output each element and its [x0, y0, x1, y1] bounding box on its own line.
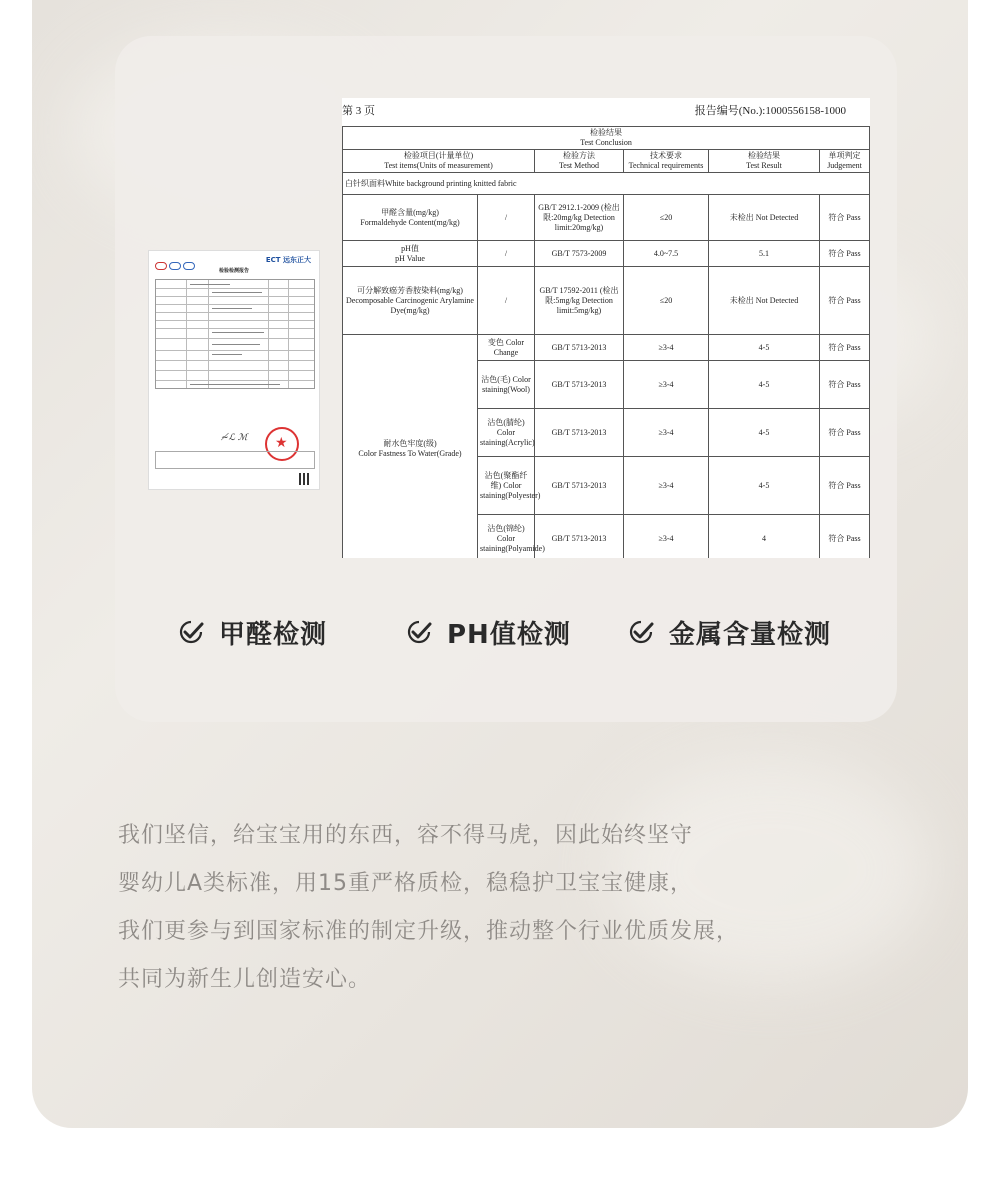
requirement-cell: ≥3-4: [624, 361, 709, 409]
table-title-row: [343, 127, 870, 150]
item-cn: 耐水色牢度(级): [383, 438, 437, 448]
check-item: [405, 612, 571, 652]
requirement-cell: ≥3-4: [624, 335, 709, 361]
paragraph-line: 我们坚信，给宝宝用的东西，容不得马虎，因此始终坚守: [118, 823, 694, 848]
test-results-table: [342, 126, 870, 558]
requirement-cell: ≥3-4: [624, 409, 709, 457]
sub-item: 沾色(锦纶) Color staining(Polyamide): [478, 515, 535, 559]
method-cell: GB/T 5713-2013: [535, 457, 624, 515]
header-cell: 检验结果: [748, 151, 780, 160]
result-cell: 未检出 Not Detected: [709, 267, 820, 335]
judgement-cell: 符合 Pass: [820, 457, 870, 515]
fabric-row: [343, 173, 870, 195]
thumbnail-footer-table: [155, 451, 315, 469]
method-cell: GB/T 5713-2013: [535, 361, 624, 409]
feature-checks: [115, 612, 897, 652]
sub-item: 沾色(腈纶) Color staining(Acrylic): [478, 409, 535, 457]
method-cell: GB/T 5713-2013: [535, 515, 624, 559]
test-report-page: [342, 98, 870, 558]
qr-code-icon: [299, 473, 311, 485]
header-cell: 检验方法: [563, 151, 595, 160]
table-row: [343, 267, 870, 335]
method-cell: GB/T 5713-2013: [535, 409, 624, 457]
item-en: Decomposable Carcinogenic Arylamine Dye(mg/kg): [346, 295, 474, 315]
thumbnail-table: [155, 279, 315, 389]
header-cell: 检验项目(计量单位): [403, 151, 474, 160]
item-en: pH Value: [395, 253, 425, 263]
judgement-cell: 符合 Pass: [820, 361, 870, 409]
result-cell: 4-5: [709, 409, 820, 457]
item-en: Formaldehyde Content(mg/kg): [360, 217, 460, 227]
judgement-cell: 符合 Pass: [820, 515, 870, 559]
check-badge-icon: [177, 618, 205, 646]
requirement-cell: ≥3-4: [624, 515, 709, 559]
check-label: PH值检测: [447, 619, 571, 650]
signature-image: ≁ℒ ℳ: [221, 433, 248, 443]
header-cell: 单项判定: [828, 151, 861, 160]
table-row: [343, 241, 870, 267]
header-cell: 技术要求: [650, 151, 682, 160]
judgement-cell: 符合 Pass: [820, 195, 870, 241]
item-en: Color Fastness To Water(Grade): [358, 448, 462, 458]
page-number: 第 3 页: [342, 105, 375, 117]
method-cell: GB/T 2912.1-2009 (检出限:20mg/kg Detection limit:20mg/kg): [535, 195, 624, 241]
result-cell: 5.1: [709, 241, 820, 267]
result-cell: 4-5: [709, 335, 820, 361]
judgement-cell: 符合 Pass: [820, 409, 870, 457]
sub-item: /: [478, 267, 535, 335]
method-cell: GB/T 5713-2013: [535, 335, 624, 361]
fabric-label: 白针织面料White background printing knitted fabric: [343, 173, 870, 195]
header-cell: Judgement: [827, 161, 862, 170]
thumbnail-title: 检验检测报告: [218, 268, 249, 274]
paragraph-line: 共同为新生儿创造安心。: [118, 967, 372, 992]
sub-item: /: [478, 241, 535, 267]
item-cn: pH值: [401, 243, 419, 253]
paragraph-line: 婴幼儿A类标准，用15重严格质检，稳稳护卫宝宝健康，: [118, 871, 694, 896]
result-cell: 4: [709, 515, 820, 559]
result-cell: 4-5: [709, 457, 820, 515]
judgement-cell: 符合 Pass: [820, 267, 870, 335]
judgement-cell: 符合 Pass: [820, 241, 870, 267]
requirement-cell: ≤20: [624, 267, 709, 335]
header-cell: Technical requirements: [628, 161, 704, 170]
result-cell: 4-5: [709, 361, 820, 409]
judgement-cell: 符合 Pass: [820, 335, 870, 361]
sub-item: /: [478, 195, 535, 241]
requirement-cell: ≤20: [624, 195, 709, 241]
paragraph-line: 我们更参与到国家标准的制定升级，推动整个行业优质发展，: [118, 919, 740, 944]
check-badge-icon: [405, 618, 433, 646]
sub-item: 变色 Color Change: [478, 335, 535, 361]
result-cell: 未检出 Not Detected: [709, 195, 820, 241]
ect-logo: ECT 远东正大: [265, 256, 311, 264]
item-cn: 可分解致癌芳香胺染料(mg/kg): [357, 285, 463, 295]
check-label: 甲醛检测: [219, 619, 328, 650]
table-row: [343, 335, 870, 361]
check-item: [627, 612, 831, 652]
conclusion-cn: 检验结果: [590, 128, 623, 137]
table-row: [343, 195, 870, 241]
sub-item: 沾色(聚酯纤维) Color staining(Polyester): [478, 457, 535, 515]
header-cell: Test Result: [746, 161, 782, 170]
item-cn: 甲醛含量(mg/kg): [381, 207, 439, 217]
report-header: [342, 102, 870, 120]
sub-item: 沾色(毛) Color staining(Wool): [478, 361, 535, 409]
header-cell: Test items(Units of measurement): [384, 161, 493, 170]
requirement-cell: ≥3-4: [624, 457, 709, 515]
report-number: 报告编号(No.):1000556158-1000: [694, 105, 846, 117]
official-seal-icon: ★: [265, 427, 299, 461]
report-thumbnail: [148, 250, 320, 490]
description-paragraph: [118, 812, 878, 1004]
header-cell: Test Method: [558, 161, 600, 170]
method-cell: GB/T 17592-2011 (检出限:5mg/kg Detection limit:5mg/kg): [535, 267, 624, 335]
table-header-row: [343, 150, 870, 173]
check-label: 金属含量检测: [669, 619, 832, 650]
method-cell: GB/T 7573-2009: [535, 241, 624, 267]
conclusion-en: Test Conclusion: [580, 138, 632, 147]
requirement-cell: 4.0~7.5: [624, 241, 709, 267]
check-item: [177, 612, 327, 652]
check-badge-icon: [627, 618, 655, 646]
